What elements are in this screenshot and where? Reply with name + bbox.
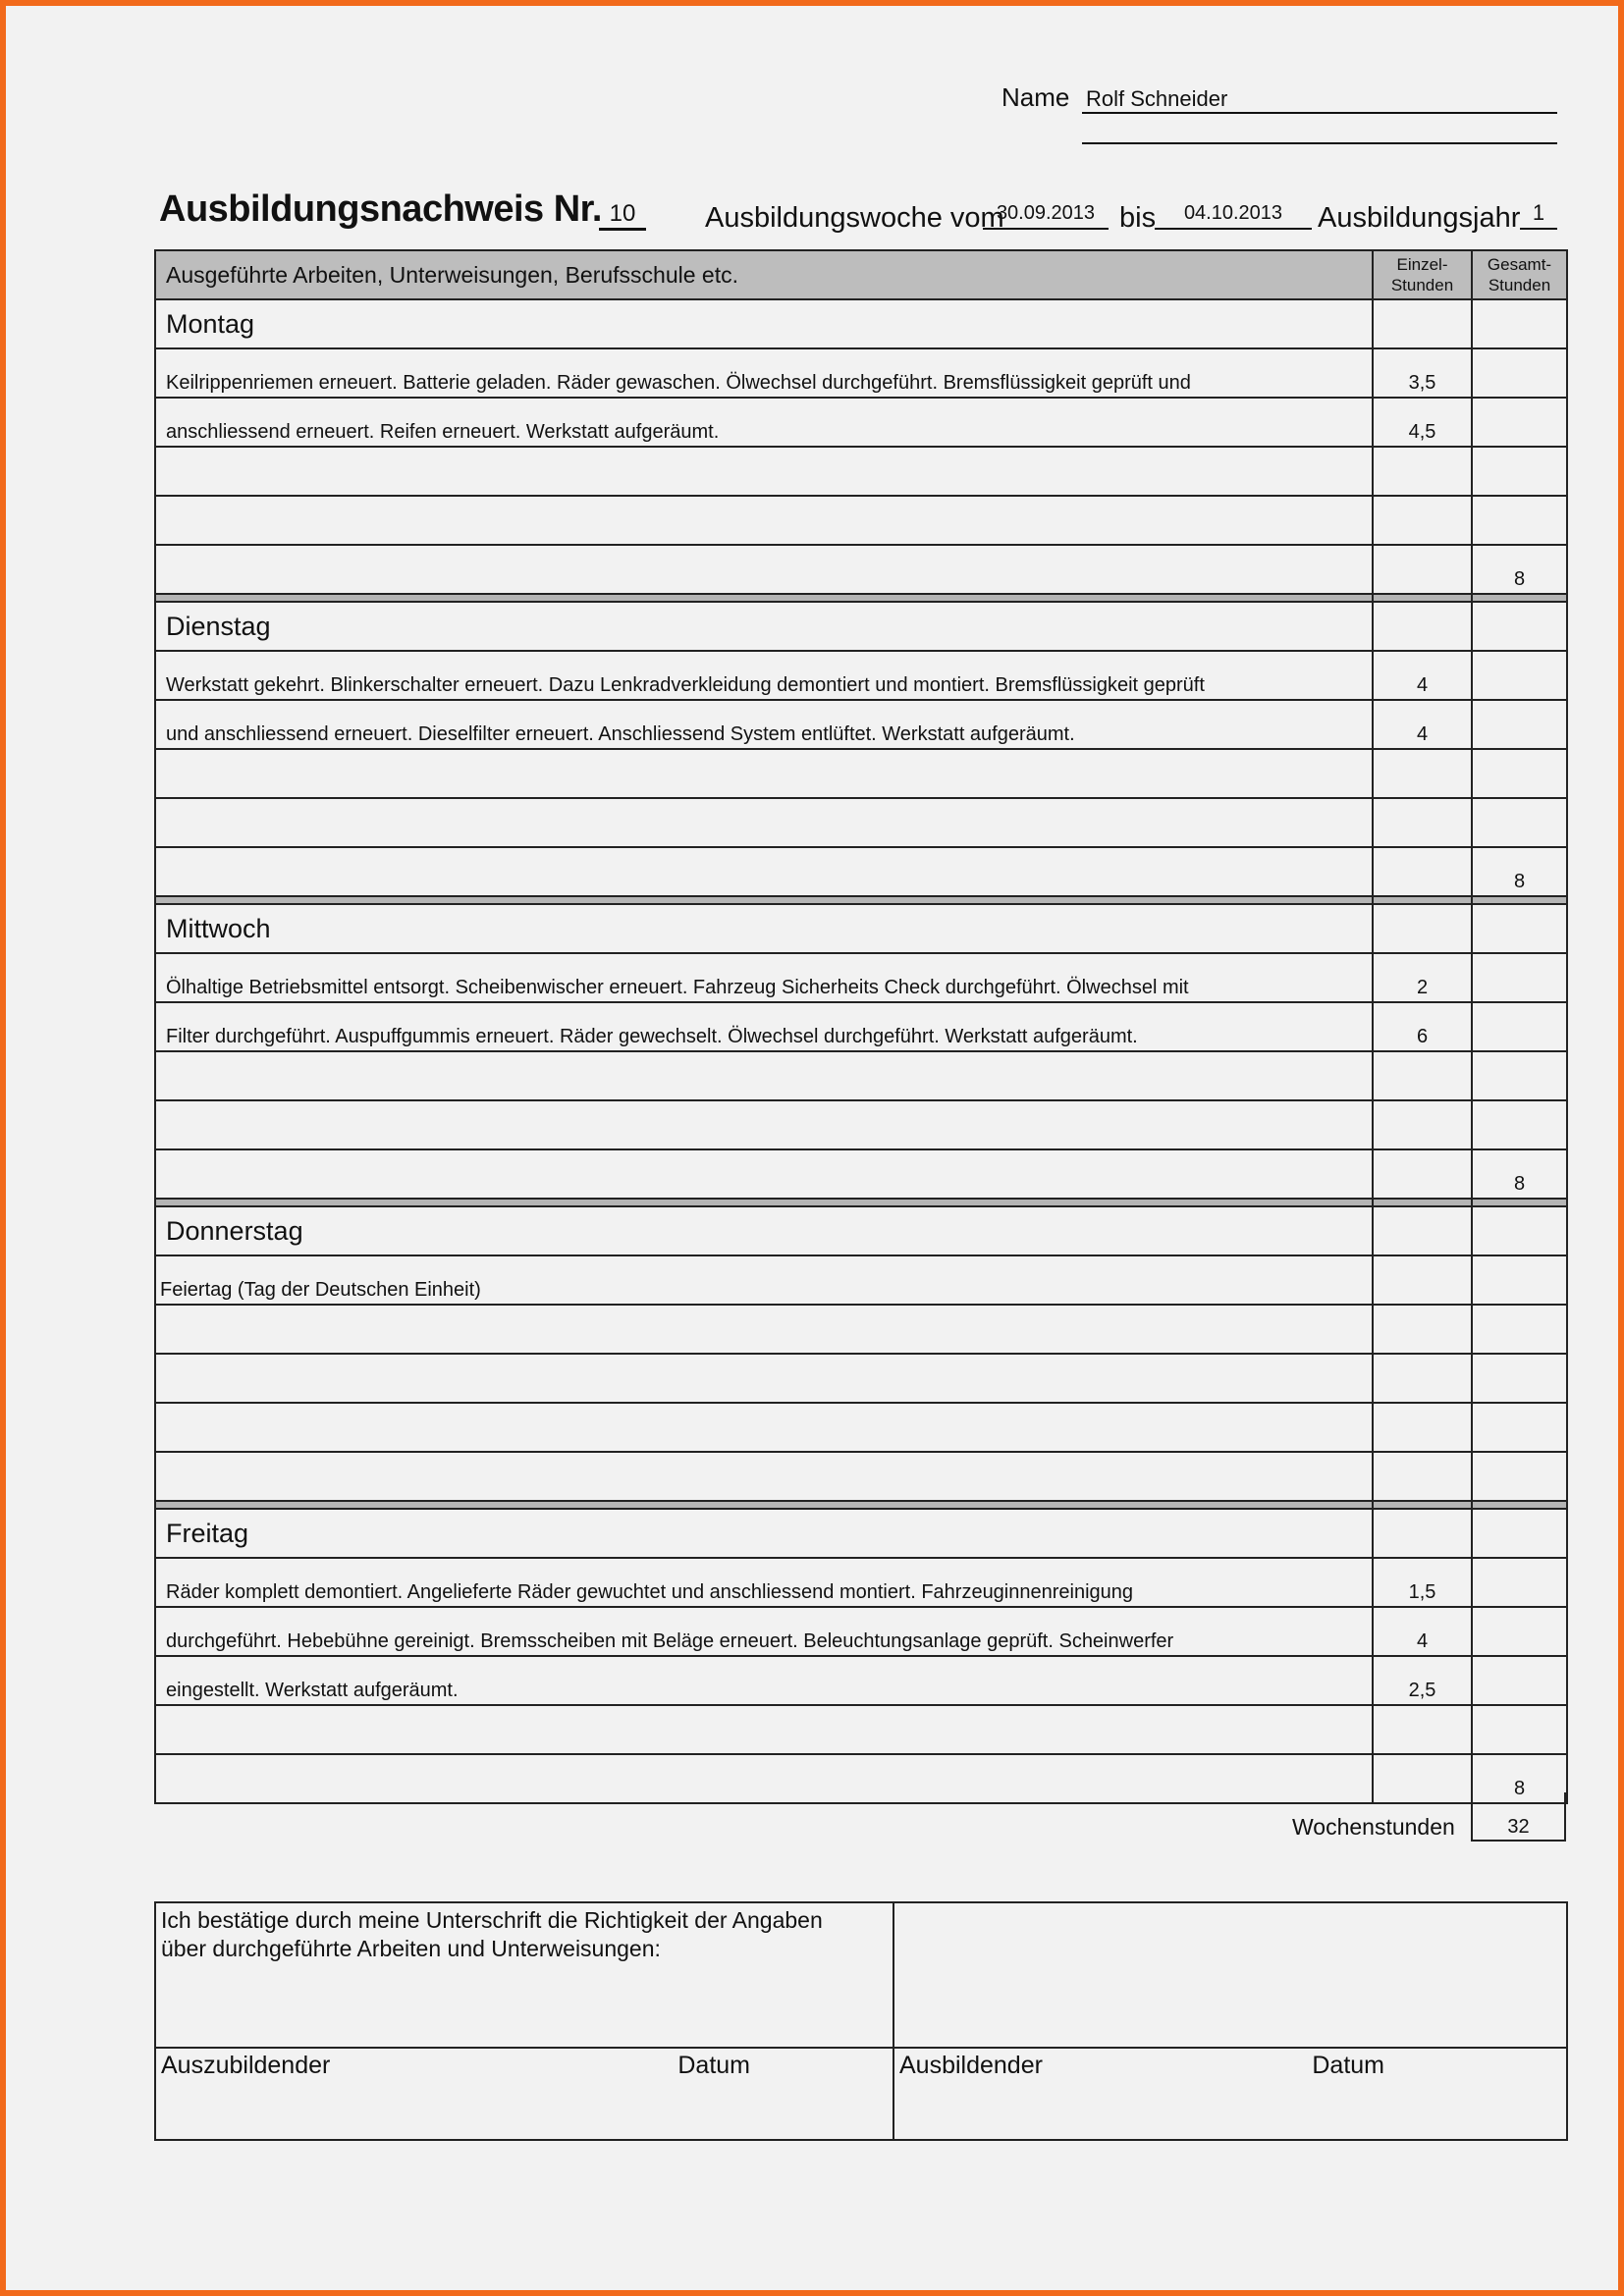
- single-hours[interactable]: [1373, 1149, 1472, 1199]
- table-row: [155, 1558, 1567, 1607]
- confirmation-cell: [155, 1902, 893, 2048]
- document-title: Ausbildungsnachweis Nr.: [159, 188, 602, 230]
- table-row: [155, 1305, 1567, 1354]
- trainee-signature-cell[interactable]: [155, 2048, 893, 2140]
- name-second-line: [1082, 142, 1557, 144]
- single-hours[interactable]: 4,5: [1373, 398, 1472, 447]
- single-hours[interactable]: [1373, 1754, 1472, 1803]
- single-hours[interactable]: [1373, 798, 1472, 847]
- day-einzel-cell[interactable]: [1373, 602, 1472, 651]
- stamp-area[interactable]: [893, 1902, 1567, 2048]
- total-hours[interactable]: [1472, 953, 1567, 1002]
- gesamt-line2: Stunden: [1488, 276, 1551, 294]
- day-separator: [155, 594, 1567, 602]
- activity-description[interactable]: [155, 798, 1373, 847]
- date-from-field[interactable]: 30.09.2013: [983, 202, 1109, 230]
- table-row: [155, 1149, 1567, 1199]
- single-hours[interactable]: [1373, 1354, 1472, 1403]
- single-hours[interactable]: 4: [1373, 700, 1472, 749]
- table-row: [155, 1452, 1567, 1501]
- total-hours[interactable]: 8: [1472, 847, 1567, 896]
- single-hours[interactable]: [1373, 1705, 1472, 1754]
- day-name: Donnerstag: [155, 1206, 1373, 1255]
- table-row: [155, 545, 1567, 594]
- column-header-gesamt: [1472, 250, 1567, 299]
- column-header-description: Ausgeführte Arbeiten, Unterweisungen, Berufsschule etc.: [155, 250, 1373, 299]
- activity-description[interactable]: Werkstatt gekehrt. Blinkerschalter erneuert. Dazu Lenkradverkleidung demontiert und montiert. Bremsflüssigkeit geprüft: [155, 651, 1373, 700]
- single-hours[interactable]: [1373, 447, 1472, 496]
- single-hours[interactable]: [1373, 1100, 1472, 1149]
- total-hours[interactable]: [1472, 1558, 1567, 1607]
- day-heading-row: [155, 1509, 1567, 1558]
- table-row: [155, 1255, 1567, 1305]
- single-hours[interactable]: 2: [1373, 953, 1472, 1002]
- table-row: [155, 398, 1567, 447]
- day-separator: [155, 1501, 1567, 1509]
- total-hours[interactable]: [1472, 1002, 1567, 1051]
- separator-cell: [155, 1501, 1373, 1509]
- single-hours[interactable]: 3,5: [1373, 348, 1472, 398]
- activity-description[interactable]: [155, 1354, 1373, 1403]
- separator-cell: [1472, 896, 1567, 904]
- separator-cell: [1373, 594, 1472, 602]
- day-gesamt-cell[interactable]: [1472, 602, 1567, 651]
- table-row: [155, 953, 1567, 1002]
- total-hours[interactable]: [1472, 1403, 1567, 1452]
- single-hours[interactable]: [1373, 545, 1472, 594]
- day-heading-row: [155, 299, 1567, 348]
- total-hours[interactable]: [1472, 1100, 1567, 1149]
- table-row: [155, 1051, 1567, 1100]
- day-heading-row: [155, 602, 1567, 651]
- day-gesamt-cell[interactable]: [1472, 904, 1567, 953]
- activity-description[interactable]: [155, 1403, 1373, 1452]
- activity-description[interactable]: Filter durchgeführt. Auspuffgummis erneuert. Räder gewechselt. Ölwechsel durchgeführt. Werkstatt aufgeräumt.: [155, 1002, 1373, 1051]
- table-row: [155, 847, 1567, 896]
- table-row: [155, 1100, 1567, 1149]
- training-year-label: Ausbildungsjahr: [1318, 202, 1521, 234]
- single-hours[interactable]: [1373, 847, 1472, 896]
- weekly-hours-label: Wochenstunden: [1292, 1814, 1455, 1840]
- table-row: [155, 700, 1567, 749]
- single-hours[interactable]: 4: [1373, 1607, 1472, 1656]
- day-separator: [155, 1199, 1567, 1206]
- column-header-einzel: [1373, 250, 1472, 299]
- day-gesamt-cell[interactable]: [1472, 299, 1567, 348]
- table-row: [155, 496, 1567, 545]
- report-number-field[interactable]: 10: [599, 200, 646, 231]
- trainer-signature-cell[interactable]: [893, 2048, 1567, 2140]
- name-field[interactable]: Rolf Schneider: [1082, 86, 1557, 114]
- total-hours[interactable]: [1472, 651, 1567, 700]
- separator-cell: [1472, 594, 1567, 602]
- activity-description[interactable]: Feiertag (Tag der Deutschen Einheit): [155, 1255, 1373, 1305]
- total-hours[interactable]: [1472, 700, 1567, 749]
- activity-description[interactable]: eingestellt. Werkstatt aufgeräumt.: [155, 1656, 1373, 1705]
- activity-description[interactable]: anschliessend erneuert. Reifen erneuert. Werkstatt aufgeräumt.: [155, 398, 1373, 447]
- activity-description[interactable]: [155, 749, 1373, 798]
- activity-description[interactable]: [155, 1051, 1373, 1100]
- trainee-label: Auszubildender: [161, 2052, 331, 2079]
- day-einzel-cell[interactable]: [1373, 1509, 1472, 1558]
- signature-table: [154, 1901, 1568, 2141]
- activity-table-body: [155, 299, 1567, 1803]
- table-row: [155, 1754, 1567, 1803]
- day-einzel-cell[interactable]: [1373, 1206, 1472, 1255]
- total-hours[interactable]: 8: [1472, 1149, 1567, 1199]
- activity-description[interactable]: [155, 447, 1373, 496]
- table-row: [155, 1705, 1567, 1754]
- activity-description[interactable]: [155, 1754, 1373, 1803]
- day-heading-row: [155, 904, 1567, 953]
- activity-description[interactable]: [155, 1705, 1373, 1754]
- table-row: [155, 1002, 1567, 1051]
- total-hours[interactable]: [1472, 1354, 1567, 1403]
- total-hours[interactable]: 8: [1472, 545, 1567, 594]
- total-hours[interactable]: [1472, 1452, 1567, 1501]
- separator-cell: [1373, 896, 1472, 904]
- week-label: Ausbildungswoche vom: [705, 202, 1004, 234]
- einzel-line1: Einzel-: [1396, 255, 1448, 274]
- single-hours[interactable]: [1373, 1051, 1472, 1100]
- table-row: [155, 1656, 1567, 1705]
- day-separator: [155, 896, 1567, 904]
- trainer-label: Ausbildender: [899, 2052, 1043, 2079]
- separator-cell: [155, 594, 1373, 602]
- table-row: [155, 447, 1567, 496]
- day-gesamt-cell[interactable]: [1472, 1206, 1567, 1255]
- confirmation-line2: über durchgeführte Arbeiten und Unterweisungen:: [161, 1936, 661, 1961]
- total-hours[interactable]: [1472, 348, 1567, 398]
- table-row: [155, 348, 1567, 398]
- activity-description[interactable]: [155, 545, 1373, 594]
- single-hours[interactable]: 6: [1373, 1002, 1472, 1051]
- activity-description[interactable]: Ölhaltige Betriebsmittel entsorgt. Scheibenwischer erneuert. Fahrzeug Sicherheits Check durchgeführt. Ölwechsel mit: [155, 953, 1373, 1002]
- single-hours[interactable]: 4: [1373, 651, 1472, 700]
- name-label: Name: [1001, 82, 1070, 112]
- day-gesamt-cell[interactable]: [1472, 1509, 1567, 1558]
- activity-description[interactable]: [155, 1452, 1373, 1501]
- single-hours[interactable]: 1,5: [1373, 1558, 1472, 1607]
- activity-description[interactable]: und anschliessend erneuert. Dieselfilter erneuert. Anschliessend System entlüftet. Werkstatt aufgeräumt.: [155, 700, 1373, 749]
- activity-table: [154, 249, 1568, 1804]
- total-hours[interactable]: [1472, 1051, 1567, 1100]
- separator-cell: [1373, 1199, 1472, 1206]
- table-row: [155, 798, 1567, 847]
- total-hours[interactable]: 8: [1472, 1754, 1567, 1803]
- einzel-line2: Stunden: [1390, 276, 1454, 294]
- confirmation-text: [157, 1904, 892, 1965]
- confirmation-line1: Ich bestätige durch meine Unterschrift die Richtigkeit der Angaben: [161, 1907, 823, 1933]
- activity-description[interactable]: [155, 847, 1373, 896]
- total-hours[interactable]: [1472, 1705, 1567, 1754]
- day-heading-row: [155, 1206, 1567, 1255]
- separator-cell: [155, 1199, 1373, 1206]
- table-row: [155, 651, 1567, 700]
- table-row: [155, 1607, 1567, 1656]
- activity-description[interactable]: [155, 496, 1373, 545]
- activity-description[interactable]: Keilrippenriemen erneuert. Batterie geladen. Räder gewaschen. Ölwechsel durchgeführt. Bremsflüssigkeit geprüft und: [155, 348, 1373, 398]
- total-hours[interactable]: [1472, 798, 1567, 847]
- day-einzel-cell[interactable]: [1373, 299, 1472, 348]
- table-row: [155, 749, 1567, 798]
- separator-cell: [1373, 1501, 1472, 1509]
- total-hours[interactable]: [1472, 398, 1567, 447]
- table-row: [155, 1403, 1567, 1452]
- table-header-row: [155, 250, 1567, 299]
- activity-description[interactable]: Räder komplett demontiert. Angelieferte Räder gewuchtet und anschliessend montiert. Fahrzeuginnenreinigung: [155, 1558, 1373, 1607]
- day-name: Montag: [155, 299, 1373, 348]
- total-hours[interactable]: [1472, 1255, 1567, 1305]
- activity-description[interactable]: [155, 1305, 1373, 1354]
- trainee-date-label: Datum: [677, 2052, 750, 2079]
- day-name: Mittwoch: [155, 904, 1373, 953]
- weekly-hours-field[interactable]: 32: [1471, 1792, 1566, 1842]
- total-hours[interactable]: [1472, 749, 1567, 798]
- single-hours[interactable]: [1373, 1403, 1472, 1452]
- separator-cell: [1472, 1199, 1567, 1206]
- total-hours[interactable]: [1472, 1607, 1567, 1656]
- separator-cell: [1472, 1501, 1567, 1509]
- single-hours[interactable]: [1373, 496, 1472, 545]
- total-hours[interactable]: [1472, 1305, 1567, 1354]
- activity-description[interactable]: [155, 1149, 1373, 1199]
- trainer-date-label: Datum: [1312, 2052, 1384, 2079]
- day-einzel-cell[interactable]: [1373, 904, 1472, 953]
- single-hours[interactable]: [1373, 1305, 1472, 1354]
- total-hours[interactable]: [1472, 1656, 1567, 1705]
- separator-cell: [155, 896, 1373, 904]
- day-name: Freitag: [155, 1509, 1373, 1558]
- total-hours[interactable]: [1472, 447, 1567, 496]
- activity-description[interactable]: durchgeführt. Hebebühne gereinigt. Bremsscheiben mit Beläge erneuert. Beleuchtungsanlage geprüft. Scheinwerfer: [155, 1607, 1373, 1656]
- single-hours[interactable]: [1373, 1452, 1472, 1501]
- single-hours[interactable]: [1373, 749, 1472, 798]
- bis-label: bis: [1119, 202, 1157, 234]
- training-year-field[interactable]: 1: [1520, 200, 1557, 230]
- table-row: [155, 1354, 1567, 1403]
- total-hours[interactable]: [1472, 496, 1567, 545]
- day-name: Dienstag: [155, 602, 1373, 651]
- single-hours[interactable]: 2,5: [1373, 1656, 1472, 1705]
- activity-description[interactable]: [155, 1100, 1373, 1149]
- date-to-field[interactable]: 04.10.2013: [1155, 202, 1312, 230]
- single-hours[interactable]: [1373, 1255, 1472, 1305]
- gesamt-line1: Gesamt-: [1487, 255, 1552, 274]
